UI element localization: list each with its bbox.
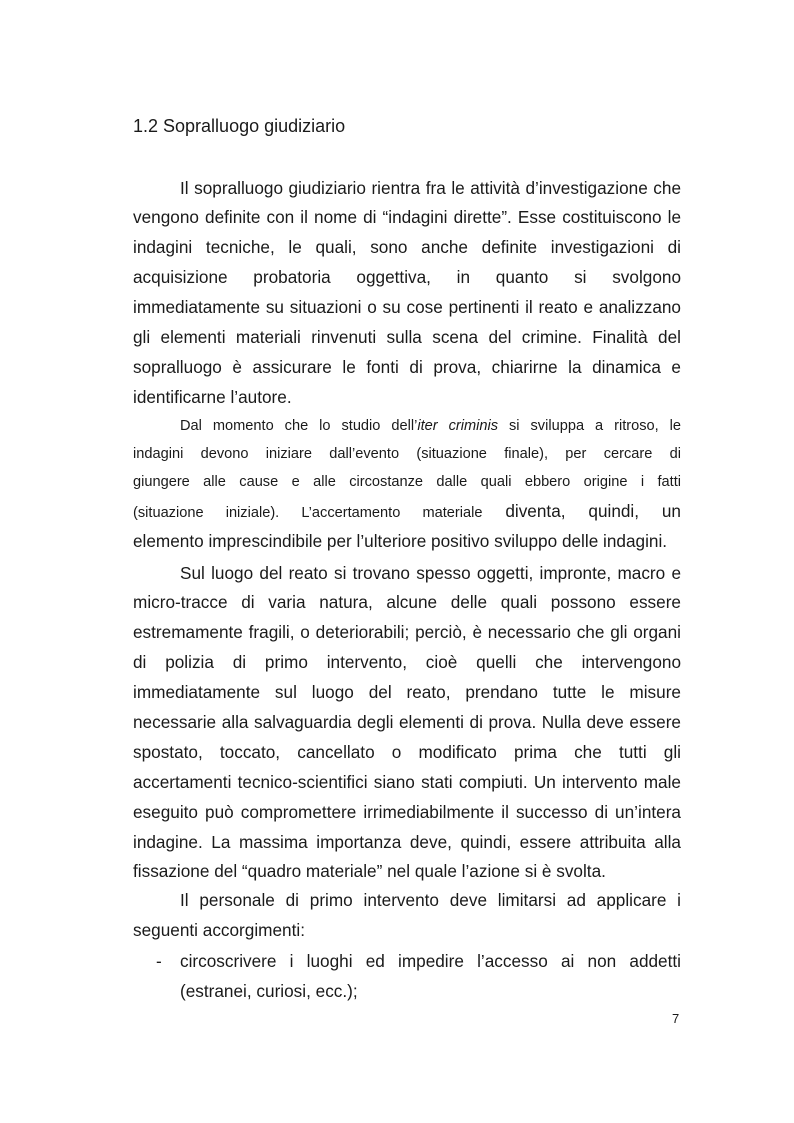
text-line: accertamenti tecnico-scientifici siano stati compiuti. Un intervento male	[133, 772, 681, 792]
text-line: di polizia di primo intervento, cioè quelli che intervengono	[133, 652, 681, 672]
text-line	[133, 500, 681, 524]
text-run: si sviluppa a ritroso, le	[498, 418, 682, 434]
text-line: acquisizione probatoria oggettiva, in quanto si svolgono	[133, 267, 681, 287]
text-line: eseguito può compromettere irrimediabilmente il successo di un’intera	[133, 802, 681, 822]
text-line: indagini devono iniziare dall’evento (situazione finale), per cercare di	[133, 446, 681, 462]
list-bullet: -	[156, 951, 162, 971]
text-run: Dal momento che lo studio dell’	[180, 418, 418, 434]
text-line: giungere alle cause e alle circostanze dalle quali ebbero origine i fatti	[133, 474, 681, 490]
text-line: indagine. La massima importanza deve, quindi, essere attribuita alla	[133, 832, 681, 852]
text-line: necessarie alla salvaguardia degli elementi di prova. Nulla deve essere	[133, 712, 681, 732]
text-line: fissazione del “quadro materiale” nel quale l’azione si è svolta.	[133, 861, 606, 881]
text-line: spostato, toccato, cancellato o modificato prima che tutti gli	[133, 742, 681, 762]
text-line: elemento imprescindibile per l’ulteriore positivo sviluppo delle indagini.	[133, 531, 668, 551]
text-run: (situazione iniziale). L’accertamento materiale	[133, 505, 483, 521]
text-run: diventa, quindi, un	[482, 501, 681, 521]
text-line: gli elementi materiali rinvenuti sulla scena del crimine. Finalità del	[133, 327, 681, 347]
italic-term: iter criminis	[417, 418, 499, 434]
text-line	[180, 415, 681, 437]
text-line: micro-tracce di varia natura, alcune delle quali possono essere	[133, 592, 681, 612]
page-number: 7	[672, 1011, 680, 1026]
text-line: estremamente fragili, o deteriorabili; perciò, è necessario che gli organi	[133, 622, 681, 642]
text-line: Il personale di primo intervento deve limitarsi ad applicare i	[180, 890, 681, 910]
text-line: immediatamente su situazioni o su cose pertinenti il reato e analizzano	[133, 297, 681, 317]
text-line: sopralluogo è assicurare le fonti di prova, chiarirne la dinamica e	[133, 357, 681, 377]
list-item-line: (estranei, curiosi, ecc.);	[180, 981, 358, 1001]
text-line: indagini tecniche, le quali, sono anche definite investigazioni di	[133, 237, 681, 257]
text-line: vengono definite con il nome di “indagini dirette”. Esse costituiscono le	[133, 207, 681, 227]
text-line: identificarne l’autore.	[133, 387, 292, 407]
list-item-line: circoscrivere i luoghi ed impedire l’accesso ai non addetti	[180, 951, 681, 971]
text-line: Il sopralluogo giudiziario rientra fra le attività d’investigazione che	[180, 178, 681, 198]
section-heading: 1.2 Sopralluogo giudiziario	[133, 116, 346, 136]
text-line: immediatamente sul luogo del reato, prendano tutte le misure	[133, 682, 681, 702]
text-line: Sul luogo del reato si trovano spesso oggetti, impronte, macro e	[180, 563, 681, 583]
text-line: seguenti accorgimenti:	[133, 920, 305, 940]
